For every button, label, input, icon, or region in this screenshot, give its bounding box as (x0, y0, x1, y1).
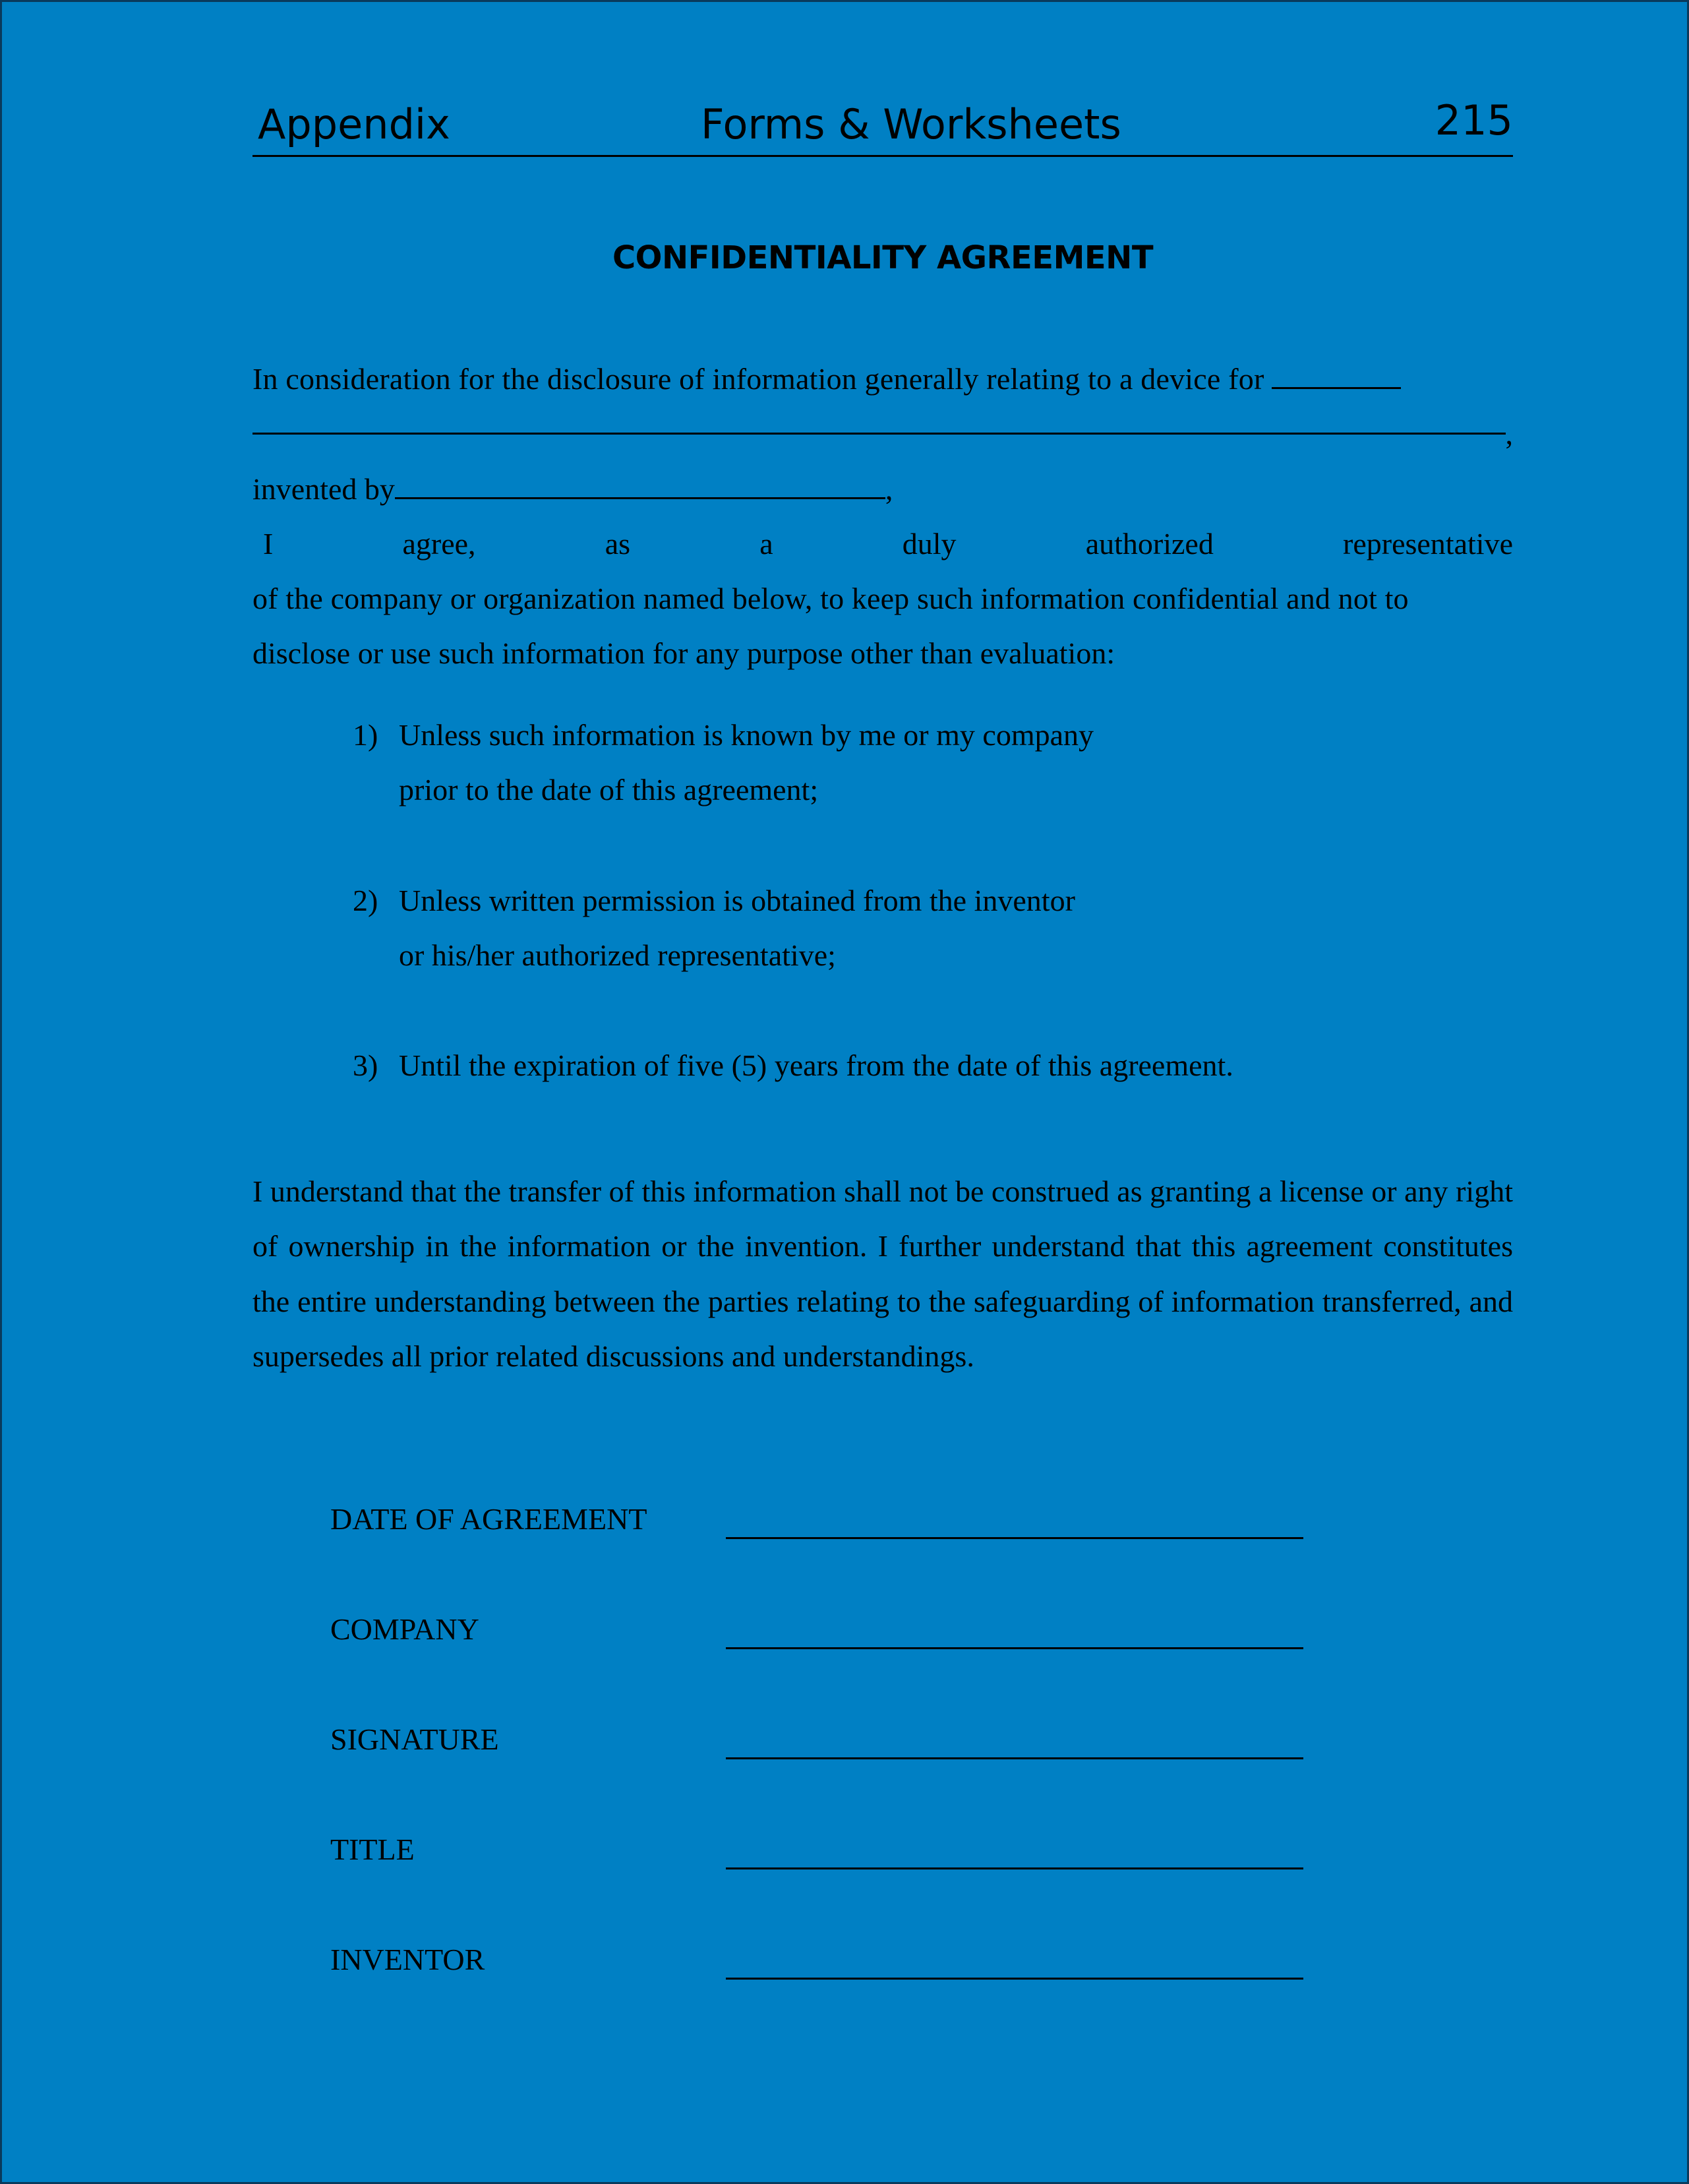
list-item-number: 3) (353, 1048, 378, 1083)
closing-paragraph: I understand that the transfer of this information shall not be construed as granting a license or any right of ownership in the information or the invention. I further understand that this agreement constitutes the entire understanding between the parties relating to the safeguarding of information transferred, and supersedes all prior related discussions and understandings. (252, 1174, 1513, 1373)
document-title: CONFIDENTIALITY AGREEMENT (612, 239, 1154, 276)
field-title (330, 1820, 1306, 1930)
intro-line-2 (252, 406, 1513, 461)
inventor-line[interactable] (726, 1978, 1303, 1980)
intro-line-5: disclose or use such information for any purpose other than evaluation: (252, 636, 1115, 671)
intro-line-4 (252, 571, 1513, 626)
field-label: TITLE (330, 1833, 415, 1866)
intro-line-1-text: In consideration for the disclosure of information generally relating to a device for (252, 362, 1264, 396)
intro-line-3-end: I agree, as a duly authorized representative (263, 526, 1513, 561)
list-item-text: Unless written permission is obtained from the inventor or his/her authorized representative; (399, 883, 1075, 972)
running-header (252, 94, 1513, 157)
header-section: Appendix (258, 100, 450, 148)
page-number: 215 (1435, 96, 1513, 144)
date-of-agreement-line[interactable] (726, 1537, 1303, 1539)
field-company (330, 1600, 1306, 1710)
intro-line-4-text: of the company or organization named below, to keep such information confidential and not to (252, 582, 1409, 616)
signature-fields (330, 1490, 1306, 2040)
intro-line-1 (252, 351, 1513, 406)
list-item-number: 2) (353, 883, 378, 917)
field-label: COMPANY (330, 1612, 479, 1646)
device-blank[interactable] (1272, 361, 1401, 389)
intro-line-2-comma: , (1505, 417, 1513, 451)
signature-line[interactable] (726, 1757, 1303, 1759)
list-item (353, 1038, 1381, 1093)
conditions-list (353, 708, 1381, 1148)
list-item (353, 708, 1381, 818)
inventor-name-blank[interactable] (395, 471, 885, 499)
field-inventor (330, 1930, 1306, 2040)
title-line[interactable] (726, 1867, 1303, 1869)
device-blank-continued[interactable] (252, 406, 1506, 435)
list-item-number: 1) (353, 718, 378, 752)
field-label: DATE OF AGREEMENT (330, 1502, 647, 1536)
intro-paragraph (252, 351, 1513, 681)
intro-line-3-start (252, 462, 893, 516)
field-date-of-agreement (330, 1490, 1306, 1600)
invented-by-label: invented by (252, 471, 395, 506)
list-item-text: Until the expiration of five (5) years from the date of this agreement. (399, 1048, 1233, 1083)
header-chapter: Forms & Worksheets (701, 100, 1121, 148)
intro-line-3 (252, 462, 1513, 572)
intro-line-3-comma: , (885, 471, 893, 506)
list-item-text: Unless such information is known by me or my company prior to the date of this agreement; (399, 718, 1094, 807)
field-label: INVENTOR (330, 1943, 485, 1976)
field-signature (330, 1710, 1306, 1820)
list-item (353, 873, 1381, 983)
company-line[interactable] (726, 1647, 1303, 1649)
field-label: SIGNATURE (330, 1722, 499, 1756)
